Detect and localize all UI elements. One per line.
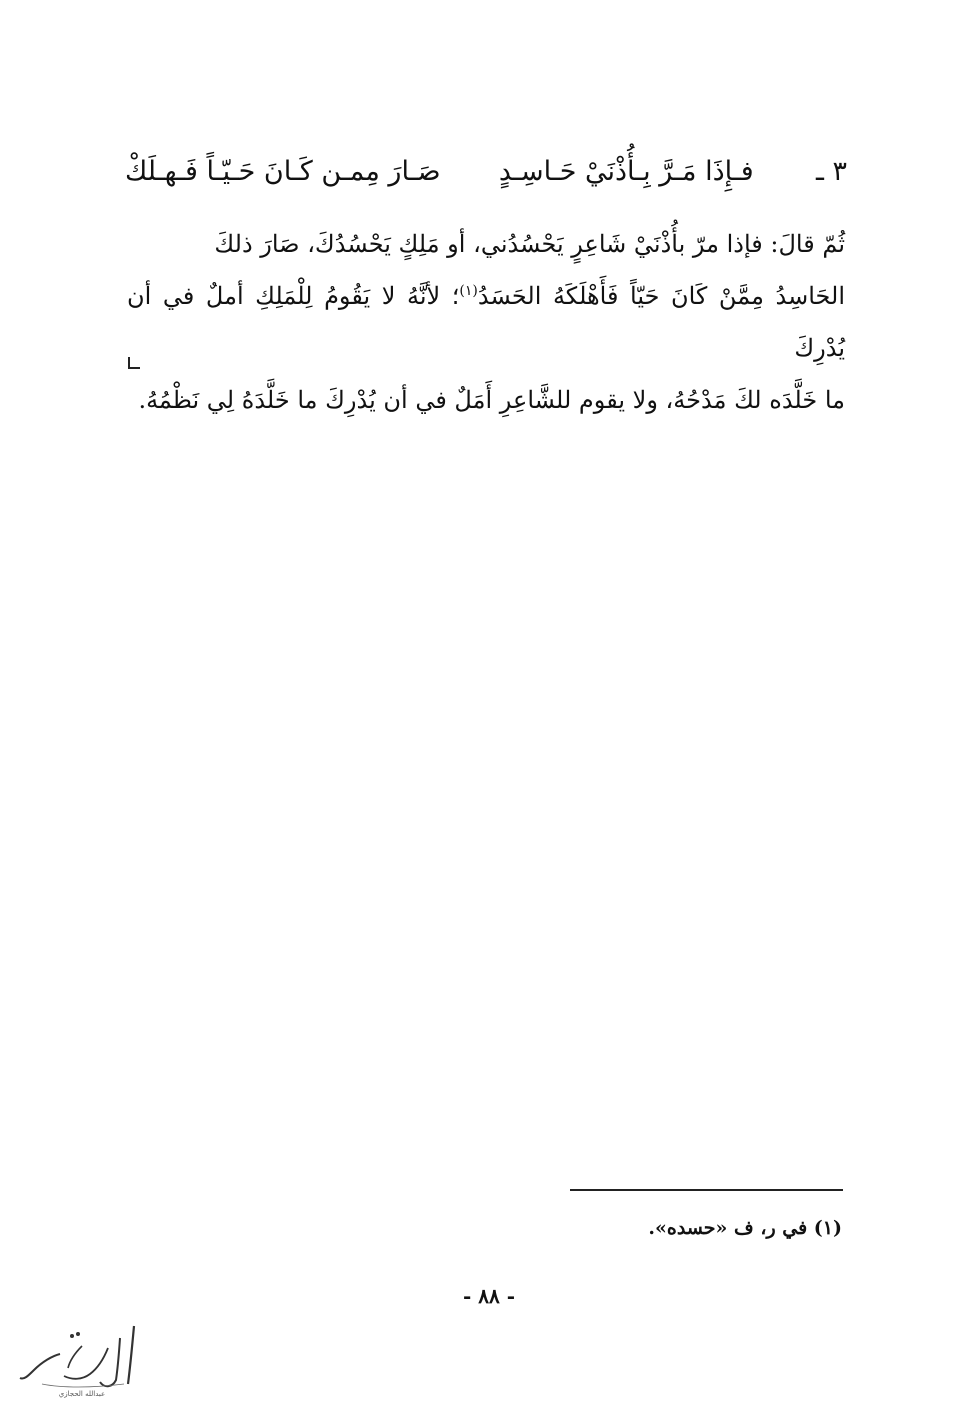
logo-subtext: عبدالله الحجازي xyxy=(58,1390,106,1398)
calligraphy-logo xyxy=(12,1318,142,1400)
paragraph-end-mark xyxy=(128,357,140,369)
footnote: (١) في ر، ف «حسده». xyxy=(648,1217,842,1239)
commentary-paragraph xyxy=(127,218,845,426)
commentary-line: ما خَلَّدَه لكَ مَدْحُهُ، ولا يقوم للشَّاعِرِ أَمَلٌ في أن يُدْرِكَ ما خَلَّدَهُ لِي نَظْمُهُ. xyxy=(138,386,845,414)
commentary-line xyxy=(127,270,845,374)
verse-number: ٣ ـ xyxy=(815,156,847,187)
commentary-text: الحَاسِدُ مِمَّنْ كَانَ حَيّاً فَأَهْلَكَهُ الحَسَدُ xyxy=(477,282,845,310)
poem-verse xyxy=(125,148,847,196)
footnote-reference: (١) xyxy=(459,283,478,299)
commentary-text: ؛ لأنَّهُ لا يَقُومُ لِلْمَلِكِ أملٌ في أن يُدْرِكَ xyxy=(127,282,845,362)
footnote-divider xyxy=(570,1189,843,1191)
commentary-line: ثُمّ قالَ: فإذا مرّ بأُذْنَيْ شَاعِرٍ يَحْسُدُني، أو مَلِكٍ يَحْسُدُكَ، صَارَ ذلكَ xyxy=(214,230,845,258)
verse-first-hemistich: فـإِذَا مَـرَّ بِـأُذْنَيْ حَـاسِـدٍ xyxy=(498,156,754,187)
verse-second-hemistich: صَـارَ مِمـن كَـانَ حَـيّـاً فَـهـلَكْ xyxy=(125,156,441,187)
page-number: - ٨٨ - xyxy=(462,1284,515,1308)
